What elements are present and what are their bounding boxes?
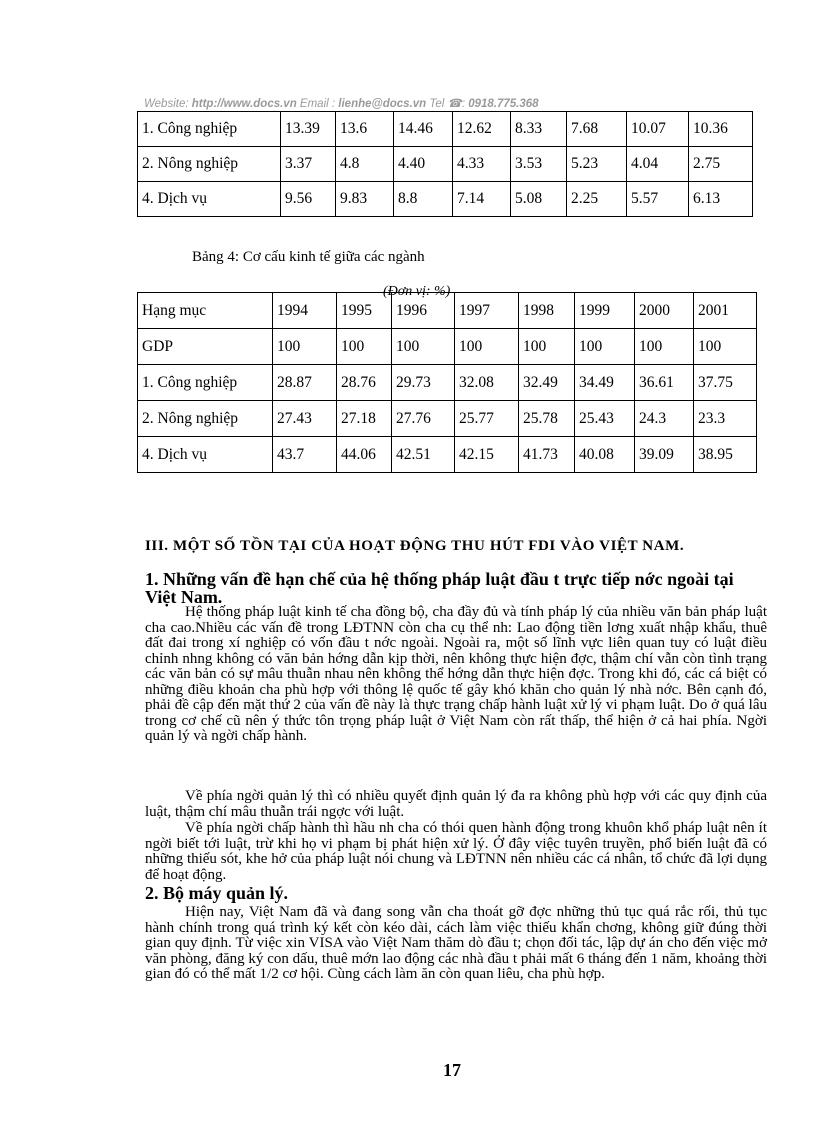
table-cell: 6.13 — [689, 182, 753, 217]
table-cell: 25.77 — [455, 401, 519, 437]
column-header: Hạng mục — [138, 293, 273, 329]
table-cell: 27.43 — [273, 401, 337, 437]
table-cell: 23.3 — [694, 401, 757, 437]
table-cell: 9.56 — [281, 182, 336, 217]
table-cell: 2.75 — [689, 147, 753, 182]
table-cell: 8.33 — [511, 112, 567, 147]
paragraph-1: Hệ thống pháp luật kinh tế cha đồng bộ, cha đầy đủ và tính pháp lý của nhiều văn bản pháp luật cha cao.Nhiều các vấn đề trong LĐTNN còn cha cụ thể nh: Lao động tiền lơng xuất nhập khẩu, thuê đất đai trong xí nghiệp có vốn đầu t nớc ngoài. Ngoài ra, một số lĩnh vực liên quan tuy có luật điều chỉnh nhng không có văn bản hớng dẫn kịp thời, nên không thực hiện đợc, thậm chí vẫn còn tình trạng các văn bản có sự mâu thuẫn nhau nên không thể hớng dẫn thực hiện đợc. Trong khi đó, các cá biệt có những điều khoản cha phù hợp với thông lệ quốc tế gây khó khăn cho quản lý nhà nớc. Bên cạnh đó, phải đề cập đến mặt thứ 2 của vấn đề này là thực trạng chấp hành luật xử lý vi phạm luật. Do ở quá lâu trong cơ chế cũ nên ý thức tôn trọng pháp luật ở Việt Nam còn rất thấp, thể hiện ở cả hai phía. Ngời quản lý và ngời chấp hành. — [145, 604, 767, 744]
table-cell: 7.68 — [567, 112, 627, 147]
table-cell: 4.40 — [394, 147, 453, 182]
table-cell: 5.23 — [567, 147, 627, 182]
table-cell: 2. Nông nghiệp — [138, 401, 273, 437]
paragraph-3: Về phía ngời chấp hành thì hầu nh cha có thói quen hành động trong khuôn khổ pháp luật nên ít ngời biết tới luật, trừ khi họ vi phạm bị phát hiện xử lý. Ở đây việc tuyên truyền, phổ biến luật đã có những thiếu sót, khe hở của pháp luật nói chung và LĐTNN nên nhiều các cá nhân, tổ chức đã lợi dụng để hoạt động. — [145, 820, 767, 883]
table-cell: 100 — [694, 329, 757, 365]
column-header: 1999 — [575, 293, 635, 329]
tel-label: Tel ☎: — [426, 98, 469, 110]
table-cell: 2.25 — [567, 182, 627, 217]
table-cell: 32.49 — [519, 365, 575, 401]
table-cell: 43.7 — [273, 437, 337, 473]
table-cell: 3.37 — [281, 147, 336, 182]
table-cell: GDP — [138, 329, 273, 365]
table-cell: 34.49 — [575, 365, 635, 401]
page-header — [144, 96, 539, 110]
table-cell: 42.15 — [455, 437, 519, 473]
table-row — [138, 147, 753, 182]
table-row — [138, 329, 757, 365]
page-number: 17 — [443, 1060, 461, 1080]
table-cell: 14.46 — [394, 112, 453, 147]
table-cell: 28.87 — [273, 365, 337, 401]
column-header: 1994 — [273, 293, 337, 329]
tel-number: 0918.775.368 — [468, 98, 539, 110]
table-cell: 28.76 — [337, 365, 392, 401]
section-title: III. MỘT SỐ TỒN TẠI CỦA HOẠT ĐỘNG THU HÚT FDI VÀO VIỆT NAM. — [145, 538, 685, 554]
paragraph-2: Về phía ngời quản lý thì có nhiều quyết định quản lý đa ra không phù hợp với các quy định của luật, thậm chí mâu thuẫn trái ngợc với luật. — [145, 788, 767, 820]
table-cell: 7.14 — [453, 182, 511, 217]
table-cell: 10.07 — [627, 112, 689, 147]
table-cell: 100 — [519, 329, 575, 365]
table-cell: 10.36 — [689, 112, 753, 147]
table-cell: 4. Dịch vụ — [138, 437, 273, 473]
table-cell: 8.8 — [394, 182, 453, 217]
table-cell: 1. Công nghiệp — [138, 112, 281, 147]
table-caption: Bảng 4: Cơ cấu kinh tế giữa các ngành — [192, 249, 425, 265]
table-cell: 9.83 — [336, 182, 394, 217]
table-row — [138, 365, 757, 401]
table-unit: (Đơn vị: %) — [383, 284, 451, 299]
email-address[interactable]: lienhe@docs.vn — [338, 98, 427, 110]
column-header: 2000 — [635, 293, 694, 329]
table-cell: 24.3 — [635, 401, 694, 437]
table-cell: 100 — [392, 329, 455, 365]
economic-structure-table — [137, 292, 757, 473]
table-cell: 29.73 — [392, 365, 455, 401]
subsection-heading-1: 1. Những vấn đề hạn chế của hệ thống pháp luật đầu t trực tiếp nớc ngoài tại Việt Nam. — [145, 569, 734, 607]
table-cell: 41.73 — [519, 437, 575, 473]
table-cell: 39.09 — [635, 437, 694, 473]
column-header: 1996 — [392, 293, 455, 329]
table-cell: 25.78 — [519, 401, 575, 437]
table-cell: 13.6 — [336, 112, 394, 147]
column-header: 1997 — [455, 293, 519, 329]
table-cell: 5.08 — [511, 182, 567, 217]
table-row — [138, 112, 753, 147]
table-cell: 12.62 — [453, 112, 511, 147]
table-cell: 42.51 — [392, 437, 455, 473]
table-cell: 44.06 — [337, 437, 392, 473]
growth-table — [137, 111, 753, 217]
table-cell: 5.57 — [627, 182, 689, 217]
column-header: 1995 — [337, 293, 392, 329]
table-cell: 27.76 — [392, 401, 455, 437]
table-cell: 4.33 — [453, 147, 511, 182]
table-cell: 27.18 — [337, 401, 392, 437]
table-cell: 38.95 — [694, 437, 757, 473]
table-row — [138, 182, 753, 217]
table-cell: 25.43 — [575, 401, 635, 437]
table-cell: 2. Nông nghiệp — [138, 147, 281, 182]
table-cell: 4.04 — [627, 147, 689, 182]
table-cell: 100 — [575, 329, 635, 365]
table-cell: 100 — [273, 329, 337, 365]
table-cell: 13.39 — [281, 112, 336, 147]
table-cell: 100 — [635, 329, 694, 365]
table-cell: 100 — [455, 329, 519, 365]
table-cell: 100 — [337, 329, 392, 365]
table-cell: 4. Dịch vụ — [138, 182, 281, 217]
subsection-heading-2: 2. Bộ máy quản lý. — [145, 883, 289, 903]
table-cell: 32.08 — [455, 365, 519, 401]
table-cell: 36.61 — [635, 365, 694, 401]
table-header-row — [138, 293, 757, 329]
website-label: Website: — [144, 98, 192, 110]
paragraph-4: Hiện nay, Việt Nam đã và đang song vẫn cha thoát gỡ đợc những thủ tục quá rắc rối, thủ tục hành chính trong quá trình ký kết còn kéo dài, cách làm việc thiếu khẩn chơng, không giữ đúng thời gian quy định. Từ việc xin VISA vào Việt Nam thăm dò đầu t; chọn đối tác, lập dự án cho đến việc mở văn phòng, đăng ký con dấu, thuê mớn lao động các nhà đầu t phải mất 6 tháng đến 1 năm, khoảng thời gian đó có thể mất 1/2 cơ hội. Cùng cách làm ăn còn quan liêu, cha phù hợp. — [145, 904, 767, 982]
column-header: 1998 — [519, 293, 575, 329]
table-cell: 1. Công nghiệp — [138, 365, 273, 401]
email-label: Email : — [296, 98, 339, 110]
table-cell: 4.8 — [336, 147, 394, 182]
table-row — [138, 401, 757, 437]
table-cell: 37.75 — [694, 365, 757, 401]
table-cell: 40.08 — [575, 437, 635, 473]
column-header: 2001 — [694, 293, 757, 329]
table-cell: 3.53 — [511, 147, 567, 182]
website-url[interactable]: http://www.docs.vn — [191, 98, 297, 110]
table-row — [138, 437, 757, 473]
